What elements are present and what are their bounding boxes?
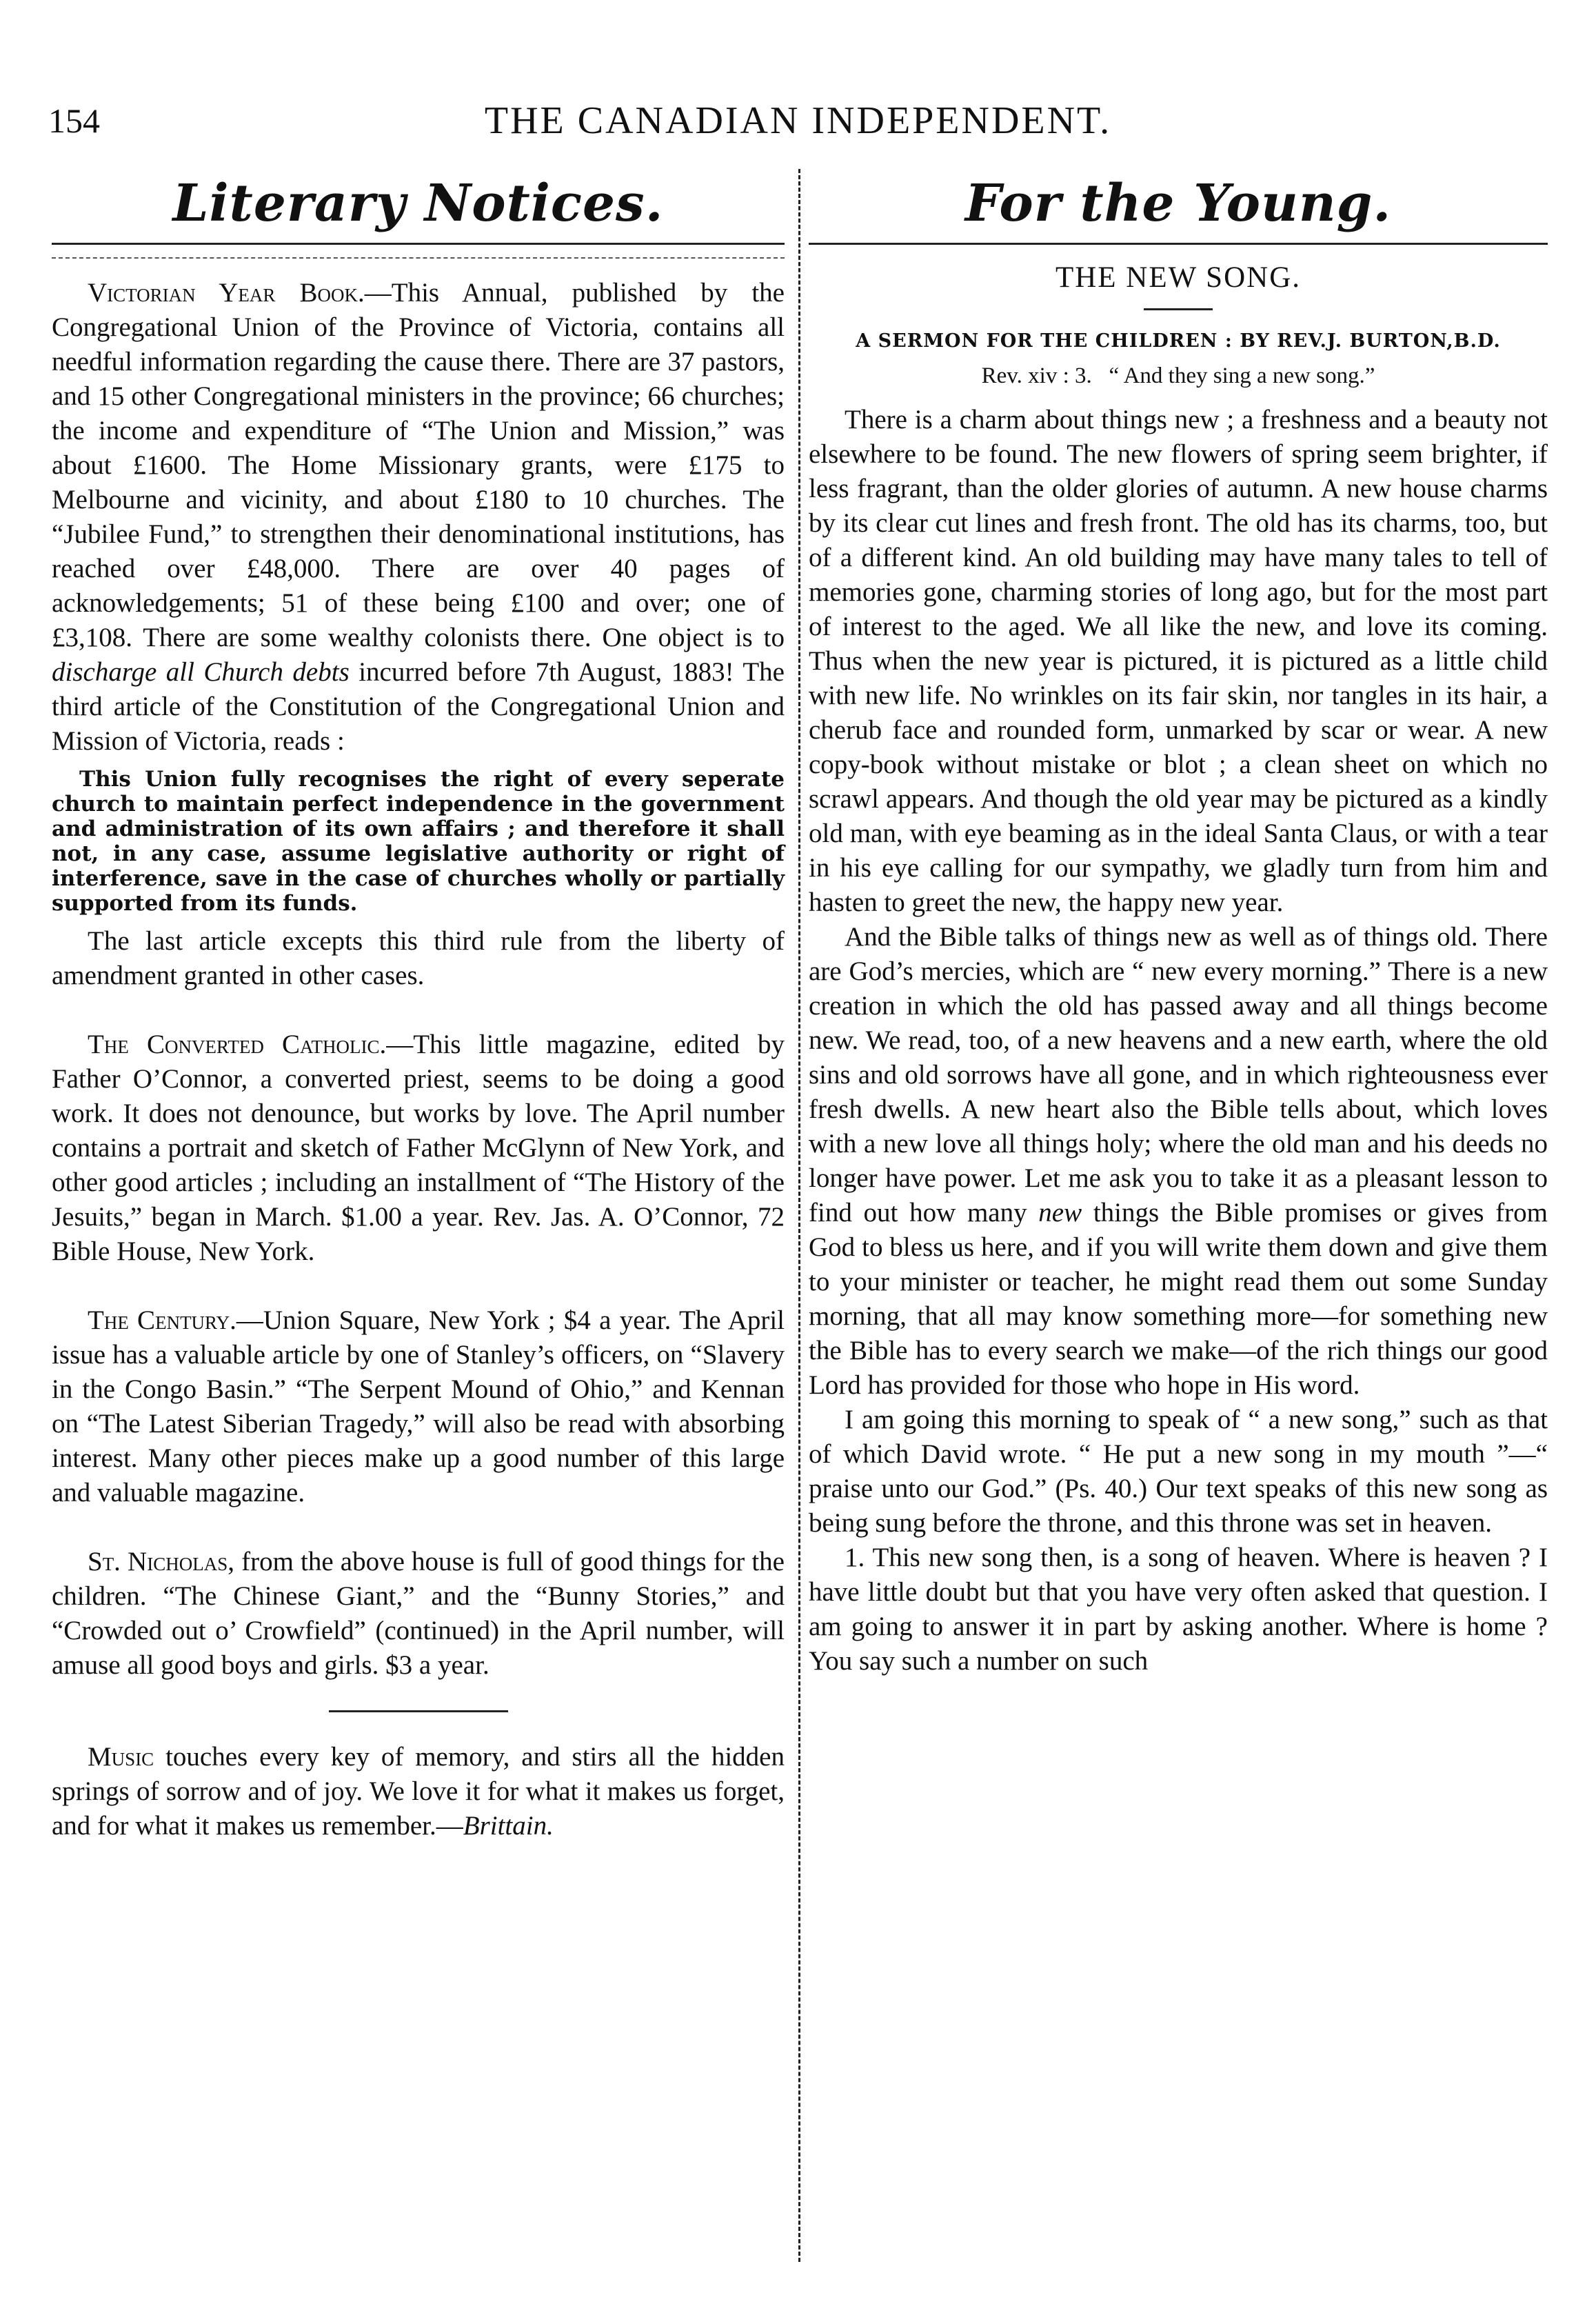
scripture-ref: Rev. xiv : 3. [981,363,1092,388]
for-the-young-column [809,172,1548,1679]
for-the-young-heading: For the Young. [964,174,1392,233]
separator-rule [329,1710,508,1712]
notice-lead: Victorian Year Book. [88,278,365,308]
spacer [52,993,785,1028]
notice-converted-catholic [52,1028,785,1269]
column-divider [798,169,800,2262]
notice-lead: The Century. [88,1305,236,1335]
spacer [52,1510,785,1545]
notice-text: touches every key of memory, and stirs all the hidden springs of sorrow and of joy. We love it for what it makes us forget, and for what it makes us remember.— [52,1742,785,1841]
literary-notices-column [52,172,785,1843]
notice-the-century [52,1303,785,1510]
scripture-quote: “ And they sing a new song.” [1109,363,1375,388]
notice-victorian-year-book [52,276,785,759]
quote-author: Brittain. [463,1811,554,1841]
notice-text: —This Annual, published by the Congregational Union of the Province of Victoria, contains all needful information regarding the cause there. There are 37 pastors, and 15 other Congregational ministers in the province; 66 churches; the income and expenditure of “The Union and Mission,” was about £1600. The Home Missionary grants, were £175 to Melbourne and vicinity, and about £180 to 10 churches. The “Jubilee Fund,” to strengthen their denominational institutions, has reached over £48,000. There are over 40 pages of acknowledgements; 51 of these being £100 and over; one of £3,108. There are some wealthy colonists there. One object is to [52,278,785,652]
notice-text: —Union Square, New York ; $4 a year. The April issue has a valuable article by one of Stanley’s officers, on “Slavery in the Congo Basin.” “The Serpent Mound of Ohio,” and Kennan on “The Latest Siberian Tragedy,” will also be read with absorbing interest. Many other pieces make up a good number of this large and valuable magazine. [52,1305,785,1507]
page-number: 154 [48,101,100,140]
sermon-byline: A SERMON FOR THE CHILDREN : BY REV.J. BURTON,B.D. [856,330,1501,352]
notice-text: from the above house is full of good things for the children. “The Chinese Giant,” and the “Bunny Stories,” and “Crowded out o’ Crowfield” (continued) in the April number, will amuse all good boys and girls. $3 a year. [52,1547,785,1680]
notice-lead: St. Nicholas, [88,1547,234,1576]
sermon-text-reference [809,357,1548,394]
heading-rule [809,243,1548,245]
page-header [48,90,1548,152]
heading-rule [52,243,785,245]
notice-text: incurred before 7th August, 1883! The third article of the Constitution of the Congregational Union and Mission of Victoria, reads : [52,657,785,756]
sermon-paragraph [809,920,1548,1403]
sermon-title: THE NEW SONG. [1055,261,1302,294]
spacer [52,1269,785,1303]
literary-notices-heading: Literary Notices. [172,174,664,233]
music-quote [52,1740,785,1843]
notice-lead: Music [88,1742,154,1772]
notice-text: —This little magazine, edited by Father O’Connor, a converted priest, seems to be doing a good work. It does not denounce, but works by love. The April number contains a portrait and sketch of Father McGlynn of New York, and other good articles ; including an installment of “The History of the Jesuits,” began in March. $1.00 a year. Rev. Jas. A. O’Connor, 72 Bible House, New York. [52,1030,785,1266]
notice-text: The last article excepts this third rule from the liberty of amendment granted in other cases. [52,926,785,990]
sermon-text: And the Bible talks of things new as well as of things old. There are God’s mercies, which are “ new every morning.” There is a new creation in which the old has passed away and all things become new. We read, too, of a new heavens and a new earth, where the old sins and old sorrows have all gone, and in which righteousness ever fresh dwells. A new heart also the Bible tells about, which loves with a new love all things holy; where the old man and his deeds no longer have power. Let me ask you to take it as a pleasant lesson to find out how many [809,922,1548,1228]
sermon-text: things the Bible promises or gives from God to bless us here, and if you will write them down and give them to your minister or teacher, he might read them out some Sunday morning, that all may know something more—for something new the Bible has to every search we make—of the rich things our good Lord has provided for those who hope in His word. [809,1198,1548,1400]
sermon-paragraph: 1. This new song then, is a song of heaven. Where is heaven ? I have little doubt but that you have very often asked that question. I am going to answer it in part by asking another. Where is home ? You say such a number on such [809,1543,1548,1676]
running-title: THE CANADIAN INDEPENDENT. [484,99,1112,142]
constitution-quote: This Union fully recognises the right of every seperate church to maintain perfect independence in the government and administration of its own affairs ; and therefore it shall not, in any case, assume legislative authority or right of interference, save in the case of churches wholly or partially supported from its funds. [52,767,785,916]
title-rule [1144,308,1213,310]
heading-rule-dashed [52,257,785,259]
notice-lead: The Converted Catholic. [88,1030,387,1059]
sermon-italic: new [1038,1198,1082,1228]
notice-st-nicholas [52,1545,785,1683]
notice-italic: discharge all Church debts [52,657,350,687]
sermon-paragraph: There is a charm about things new ; a freshness and a beauty not elsewhere to be found. The new flowers of spring seem brighter, if less fragrant, than the older glories of autumn. A new house charms by its clear cut lines and fresh front. The old has its charms, too, but of a different kind. An old building may have many tales to tell of memories gone, charming stories of long ago, but for the most part of interest to the aged. We all like the new, and love its coming. Thus when the new year is pictured, it is pictured as a little child with new life. No wrinkles on its fair skin, nor tangles in its hair, a cherub face and rounded form, unmarked by scar or wear. A new copy-book without mistake or blot ; a clean sheet on which no scrawl appears. And though the old year may be pictured as a kindly old man, with eye beaming as in the ideal Santa Claus, or with a tear in his eye calling for our sympathy, we gladly turn from him and hasten to greet the new, the happy new year. [809,405,1548,917]
sermon-paragraph: I am going this morning to speak of “ a new song,” such as that of which David wrote. “ He put a new song in my mouth ”—“ praise unto our God.” (Ps. 40.) Our text speaks of this new song as being sung before the throne, and this throne was set in heaven. [809,1405,1548,1538]
